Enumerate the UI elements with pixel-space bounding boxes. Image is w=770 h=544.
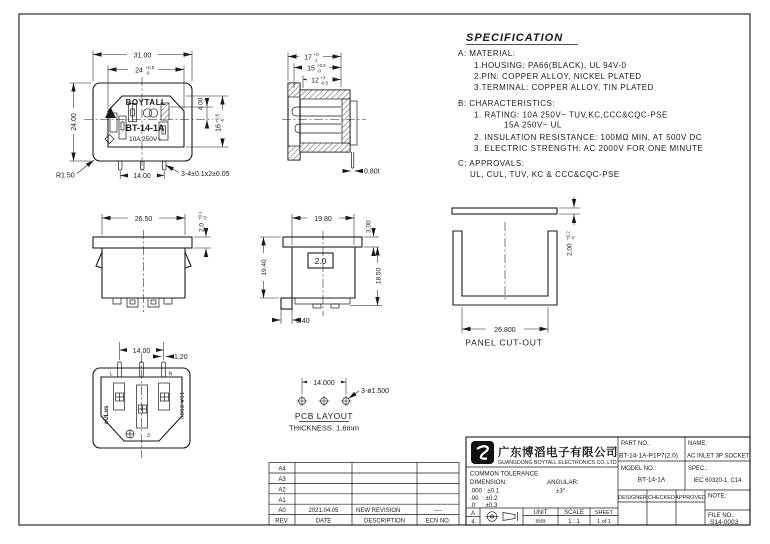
tolerance-row: .00 : ±0.2 — [470, 495, 498, 502]
warning-triangle-icon — [105, 107, 116, 118]
revision-table — [269, 463, 459, 525]
rev-cell: A0 — [278, 508, 286, 515]
pin — [162, 161, 166, 170]
dim-label: 14.00 — [132, 347, 151, 355]
view-side — [282, 52, 380, 176]
spec-line: A: MATERIAL: — [458, 49, 516, 58]
note-label: NOTE: — [708, 493, 727, 500]
dim-tol: +0.5 — [317, 63, 326, 69]
marking-label: 2.0 — [314, 255, 327, 266]
scale-value: 1 : 1 — [568, 518, 580, 525]
dim-tol: +0.5 — [214, 113, 220, 123]
rev-header: ECN NO. — [425, 518, 451, 525]
spec-line: 15A 250V~ UL — [504, 120, 562, 130]
rev-header: DESCRIPTION — [363, 518, 406, 525]
spec-label: SPEC.: — [688, 466, 708, 472]
sheet-value: 1 of 1 — [597, 518, 611, 525]
spec-line: C: APPROVALS: — [458, 159, 525, 168]
view-front — [56, 50, 230, 180]
dim-label: 3.00 — [365, 220, 373, 233]
terminal-slot — [159, 383, 170, 410]
pcb-caption: PCB LAYOUT — [294, 411, 354, 421]
file-no-value: S14-0003 — [710, 518, 739, 526]
side2-body — [292, 247, 355, 298]
tolerance-row: .000 : ±0.1 — [470, 487, 500, 495]
rev-cell: A1 — [278, 497, 286, 504]
dim-label: 1.20 — [174, 354, 188, 361]
panel-section — [452, 208, 557, 214]
dim-tol: -0 — [145, 70, 150, 76]
spec-line: 2.PIN: COPPER ALLOY, NICKEL PLATED — [474, 72, 642, 81]
sheet-size-letter: A — [470, 510, 476, 517]
view-pcb-layout — [289, 378, 389, 433]
spec-line: UL, CUL, TUV, KC & CCC&CQC-PSE — [470, 170, 620, 179]
angular-label: ANGULAR: — [547, 479, 579, 486]
pcb-thickness-note: THICKNESS: 1.6mm — [288, 423, 360, 433]
dim-label: 16 — [215, 124, 223, 132]
tolerance-row: .0 : ±0.3 — [470, 502, 498, 509]
spec-line: 1. RATING: 10A 250V~ TUV,KC,CCC&CQC-PSE — [474, 110, 668, 120]
scale-label: SCALE — [564, 509, 584, 516]
terminal-label: L — [110, 371, 113, 378]
view-rear — [93, 342, 190, 458]
dim-label: 18.50 — [375, 267, 383, 285]
dim-tol: -0 — [317, 68, 321, 74]
dim-label: R1.50 — [56, 172, 75, 180]
diamond-mark-icon — [105, 135, 114, 144]
dim-tol: +0.2 — [565, 231, 571, 240]
file-no-label: FILE NO.: — [708, 513, 735, 519]
dim-tol: -0 — [219, 118, 225, 123]
dim-label: 19.80 — [314, 215, 332, 223]
view-panel-cutout — [452, 197, 580, 348]
front-rating: 10A 250V~ — [129, 136, 161, 143]
dim-label: 14.000 — [313, 379, 335, 387]
checked-label: CHECKED — [648, 494, 675, 501]
rev-cell: A2 — [278, 487, 286, 494]
front-brand: BOYTALL — [125, 98, 167, 107]
view-top — [93, 211, 211, 312]
dim-tol: +0 — [313, 52, 319, 58]
spec-title: SPECIFICATION — [466, 32, 564, 44]
pin — [118, 362, 122, 377]
model-no-label: MODEL NO.: — [621, 466, 657, 472]
approved-label: APPROVED — [675, 494, 706, 501]
company-logo — [471, 441, 494, 464]
spec-line: 3. ELECTRIC STRENGTH: AC 2000V FOR ONE MINUTE — [474, 144, 704, 153]
top-flange — [93, 237, 192, 248]
dim-tol: +0.5 — [145, 65, 155, 71]
side-pin-lower — [295, 124, 341, 133]
dim-label: 26.50 — [134, 215, 153, 223]
ul-mark: cULus — [104, 405, 110, 424]
sheet-label: SHEET — [594, 509, 614, 516]
spec-line: B: CHARACTERISTICS: — [458, 99, 556, 108]
vde-cert-icon — [143, 109, 157, 117]
front-model: BT-14-1A — [125, 123, 165, 133]
rev-cell: A4 — [278, 466, 286, 473]
dim-label: 3.40 — [296, 317, 310, 325]
company-name-cn: 广东博滔电子有限公司 — [498, 447, 618, 459]
pin — [162, 362, 166, 377]
dim-label: 24 — [135, 67, 143, 75]
dim-label: 31.00 — [133, 52, 152, 60]
side2-flange — [283, 237, 362, 247]
dim-tol: -1 — [313, 57, 318, 63]
dim-tol: +1 — [320, 75, 326, 81]
dim-tol: -0 — [570, 236, 576, 240]
spec-block — [458, 32, 703, 179]
dim-label: 15 — [307, 65, 315, 73]
dim-label: 26.800 — [494, 326, 516, 334]
pin — [118, 161, 122, 170]
tolerance-title: COMMON TOLERANCE — [470, 470, 539, 478]
dim-tol: +0.1 — [197, 211, 203, 220]
dim-label: 12 — [311, 77, 319, 85]
panel-caption: PANEL CUT-OUT — [465, 337, 543, 348]
title-block — [466, 437, 750, 526]
rev-header: REV. — [275, 518, 289, 525]
part-no-label: PART NO.: — [621, 441, 651, 447]
spec-line: 2. INSULATION RESISTANCE: 100MΩ MIN, AT 500V DC — [474, 133, 703, 142]
model-no-value: BT-14-1A — [637, 476, 666, 484]
part-no-value: BT-14-1A-P1P7(2.0) — [619, 452, 678, 460]
sheet-size-number: 4 — [471, 519, 475, 526]
side-pin-upper — [292, 107, 341, 116]
designer-label: DESIGNER — [618, 494, 647, 501]
spec-value: IEC 60320-1, C14 — [693, 478, 742, 484]
name-label: NAME: — [688, 441, 708, 447]
dim-tol: -0.5 — [320, 80, 329, 86]
view-side2 — [259, 214, 383, 325]
unit-label: UNIT — [533, 509, 548, 516]
projection-symbol — [486, 512, 518, 522]
dim-label: 0.80t — [364, 168, 380, 176]
dim-label: 19.40 — [261, 259, 268, 276]
rev-ecn: ---- — [434, 508, 442, 515]
side2-foot — [281, 298, 292, 309]
company-name-en: GUANGDONG BOYTALL ELECTRONICS CO.,LTD — [498, 460, 617, 466]
terminal-label: N — [168, 371, 173, 378]
earth-symbol-icon — [126, 430, 134, 438]
dim-label: 24.00 — [71, 113, 78, 131]
dim-label: 2.0 — [198, 222, 206, 232]
rev-cell: A3 — [278, 477, 286, 483]
rev-date: 2021.04.05 — [308, 508, 339, 515]
rear-rating: 15A 250V — [178, 392, 184, 420]
unit-value: mm — [535, 518, 546, 525]
side-bracket — [350, 101, 357, 145]
dimension-label: DIMENSION: — [470, 479, 507, 486]
pin-note: 3-4±0.1x2±0.05 — [181, 171, 230, 178]
dim-label: 14.00 — [133, 173, 151, 180]
rev-desc: NEW REVISION — [356, 508, 401, 515]
dim-tol: -0 — [202, 216, 208, 220]
dim-label: 17 — [304, 54, 312, 62]
rev-header: DATE — [315, 518, 332, 525]
hole-note: 3-ø1.500 — [361, 388, 390, 395]
terminal-slot — [137, 385, 148, 428]
spec-line: 1.HOUSING: PA66(BLACK), UL 94V-0 — [474, 61, 627, 70]
terminal-label: 3 — [147, 433, 150, 439]
dim-label: 2.00 — [566, 243, 574, 256]
name-value: AC INLET 3P SOCKET — [687, 453, 750, 460]
spec-line: 3.TERMINAL: COPPER ALLOY, TIN PLATED — [474, 83, 654, 92]
dim-label: 4.00 — [197, 97, 205, 111]
angular-value: ±3° — [556, 487, 566, 495]
